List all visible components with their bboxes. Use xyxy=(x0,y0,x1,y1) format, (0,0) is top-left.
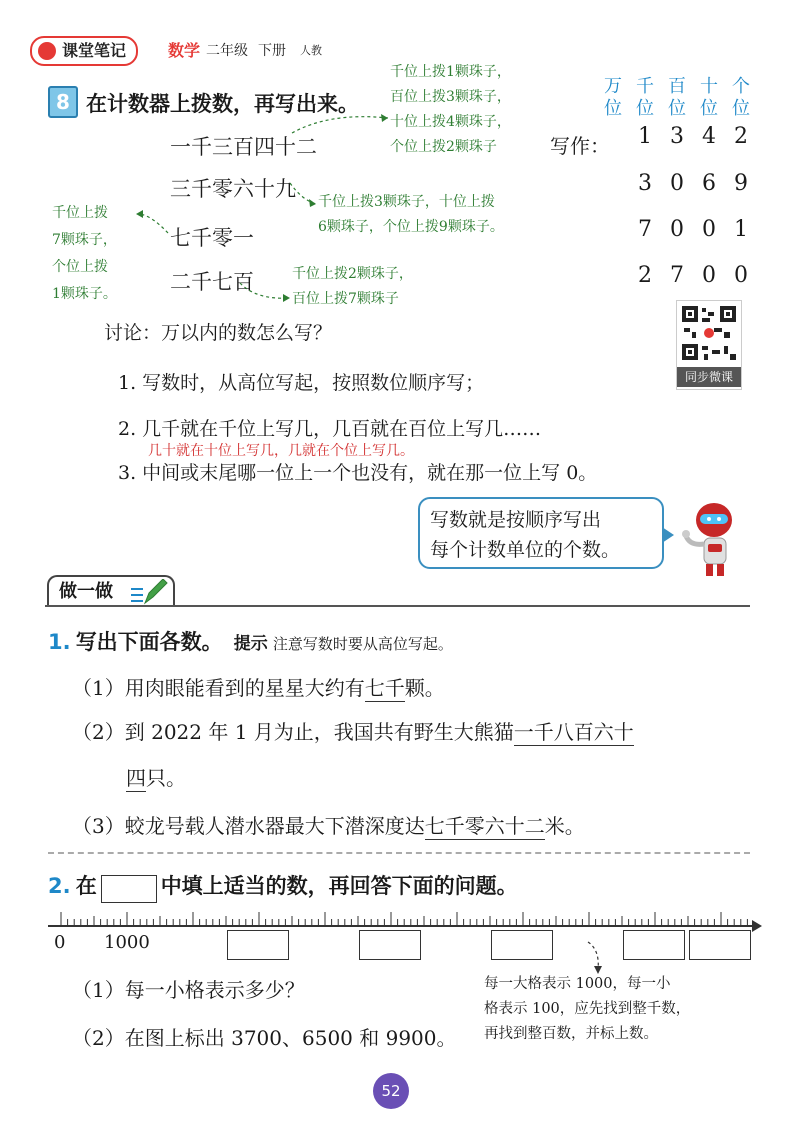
row1-digit: 3 xyxy=(670,124,684,149)
qr-icon xyxy=(678,302,740,364)
row3-digit: 1 xyxy=(734,217,748,242)
blank-box[interactable] xyxy=(227,930,289,960)
speech-bubble: 写数就是按顺序写出 每个计数单位的个数。 xyxy=(418,497,664,569)
row4-digit: 2 xyxy=(638,263,652,288)
example-number: 8 xyxy=(48,86,78,118)
q2-note: 每一大格表示 1000，每一小 格表示 100，应先找到整千数， 再找到整百数，并标上数。 xyxy=(484,976,691,1042)
row1-digit: 4 xyxy=(702,124,716,149)
q2-item-1: （1）每一小格表示多少？ xyxy=(72,978,305,1002)
header-volume: 下册 xyxy=(258,43,286,59)
row4-digit: 0 xyxy=(702,263,716,288)
row1-digit: 1 xyxy=(638,124,652,149)
q2-blank-box xyxy=(101,875,157,903)
blank-box[interactable] xyxy=(491,930,553,960)
bubble-tail xyxy=(662,527,674,543)
header-logo-text: 课堂笔记 xyxy=(62,41,127,60)
row2-digit: 0 xyxy=(670,171,684,196)
section-dashed-divider xyxy=(48,852,750,854)
q1-item-2: （2）到 2022 年 1 月为止，我国共有野生大熊猫一千八百六十 xyxy=(72,720,634,744)
rule-note: 几十就在十位上写几，几就在个位上写几。 xyxy=(148,443,414,459)
blank-box[interactable] xyxy=(623,930,685,960)
header-grade: 二年级 xyxy=(206,43,248,59)
rule-3: 3. 中间或末尾哪一位上一个也没有，就在那一位上写 0。 xyxy=(118,462,598,484)
axis-label-1000: 1000 xyxy=(104,932,150,953)
row3-digit: 7 xyxy=(638,217,652,242)
q1-heading: 1. 写出下面各数。 提示 注意写数时要从高位写起。 xyxy=(48,630,453,654)
doit-divider xyxy=(45,605,750,607)
row3-digit: 0 xyxy=(670,217,684,242)
blank-box[interactable] xyxy=(359,930,421,960)
note-row3: 千位上拨 7颗珠子， 个位上拨 1颗珠子。 xyxy=(52,205,117,302)
rule-2: 2. 几千就在千位上写几，几百就在百位上写几…… xyxy=(118,418,542,440)
qr-code[interactable] xyxy=(676,300,742,390)
qr-label: 同步微课 xyxy=(677,367,741,387)
example-title: 在计数器上拨数，再写出来。 xyxy=(86,92,359,116)
q1-hint: 注意写数时要从高位写起。 xyxy=(272,635,453,653)
row1-digit: 2 xyxy=(734,124,748,149)
row3-chinese: 七千零一 xyxy=(170,226,254,250)
q1-item-1: （1）用肉眼能看到的星星大约有七千颗。 xyxy=(72,676,445,700)
place-header-wan: 万位 xyxy=(604,76,622,119)
robot-icon xyxy=(678,500,748,580)
axis-label-0: 0 xyxy=(54,932,66,953)
row2-chinese: 三千零六十九 xyxy=(170,177,296,201)
q1-item-3: （3）蛟龙号载人潜水器最大下潜深度达七千零六十二米。 xyxy=(72,814,585,838)
page-number: 52 xyxy=(373,1073,409,1109)
pencil-icon xyxy=(129,579,169,605)
place-header-ge: 个位 xyxy=(732,76,750,119)
place-header-qian: 千位 xyxy=(636,76,654,119)
row2-digit: 9 xyxy=(734,171,748,196)
note-row1: 千位上拨1颗珠子， 百位上拨3颗珠子， 十位上拨4颗珠子， 个位上拨2颗珠子 xyxy=(390,64,511,155)
note-arrow xyxy=(580,940,620,976)
note-row2: 千位上拨3颗珠子，十位上拨 6颗珠子，个位上拨9颗珠子。 xyxy=(318,194,504,235)
row4-digit: 0 xyxy=(734,263,748,288)
connector-arrows xyxy=(0,0,800,320)
q2-heading: 2. 在 中填上适当的数，再回答下面的问题。 xyxy=(48,870,518,903)
row1-chinese: 一千三百四十二 xyxy=(170,135,317,159)
header-publisher: 人教 xyxy=(300,44,322,57)
q2-item-2: （2）在图上标出 3700、6500 和 9900。 xyxy=(72,1026,457,1050)
q1-item-2-cont: 四只。 xyxy=(126,766,186,790)
row2-digit: 6 xyxy=(702,171,716,196)
q1-hint-label: 提示 xyxy=(233,634,268,654)
row3-digit: 0 xyxy=(702,217,716,242)
write-label: 写作： xyxy=(550,134,610,158)
blank-box[interactable] xyxy=(689,930,751,960)
row4-chinese: 二千七百 xyxy=(170,270,254,294)
place-header-shi: 十位 xyxy=(700,76,718,119)
note-row4: 千位上拨2颗珠子， 百位上拨7颗珠子 xyxy=(292,266,413,307)
place-header-bai: 百位 xyxy=(668,76,686,119)
doit-tab: 做一做 xyxy=(47,575,175,607)
row2-digit: 3 xyxy=(638,171,652,196)
rule-1: 1. 写数时，从高位写起，按照数位顺序写； xyxy=(118,372,485,394)
row4-digit: 7 xyxy=(670,263,684,288)
discussion-title: 讨论：万以内的数怎么写？ xyxy=(104,322,333,344)
header-subject: 数学 xyxy=(168,41,201,60)
